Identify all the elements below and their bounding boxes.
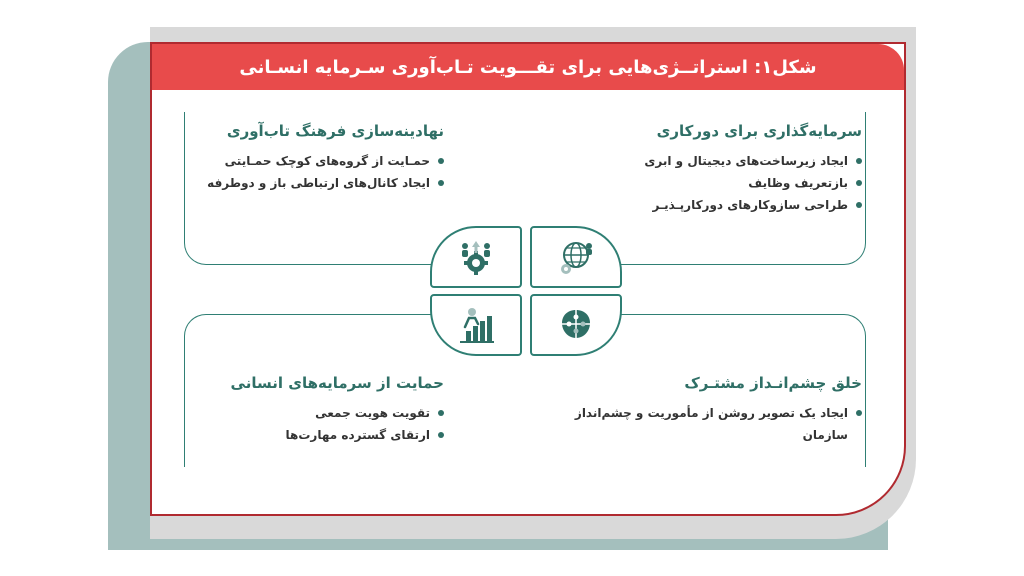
list-item: ایجاد کانال‌های ارتباطی باز و دوطرفه	[154, 172, 444, 194]
list-item: ایجاد یک تصویر روشن از مأموریت و چشم‌انداز سازمان	[562, 402, 862, 446]
globe-network-gear-icon	[556, 237, 596, 277]
list-item: ایجاد زیرساخت‌های دیجیتال و ابری	[562, 150, 862, 172]
section-human-capital	[154, 374, 444, 446]
title-bar	[152, 44, 904, 90]
list-item: حمـایت از گروه‌های کوچک حمـایتی	[154, 150, 444, 172]
figure-title: شکل۱: استراتــژی‌هایی برای تقـــویت تـاب‌آوری سـرمایه انسـانی	[239, 56, 817, 78]
figure-card	[150, 42, 906, 516]
team-growth-gear-icon	[456, 237, 496, 277]
person-bar-chart-icon	[456, 305, 496, 345]
list-item: طراحی سازوکارهای دورکارپـذیـر	[562, 194, 862, 216]
brain-puzzle-icon	[556, 305, 596, 345]
section-remote-work	[562, 122, 862, 216]
list-item: تقویت هویت جمعی	[154, 402, 444, 424]
list-item: ارتقای گسترده مهارت‌ها	[154, 424, 444, 446]
section-heading: خلق چشم‌انـداز مشتـرک	[684, 374, 862, 392]
section-resilience-culture	[154, 122, 444, 194]
section-heading: نهادینه‌سازی فرهنگ تاب‌آوری	[226, 122, 444, 140]
section-shared-vision	[562, 374, 862, 446]
list-item: بازتعریف وظایف	[562, 172, 862, 194]
section-heading: حمایت از سرمایه‌های انسانی	[230, 374, 444, 392]
section-heading: سرمایه‌گذاری برای دورکاری	[656, 122, 862, 140]
